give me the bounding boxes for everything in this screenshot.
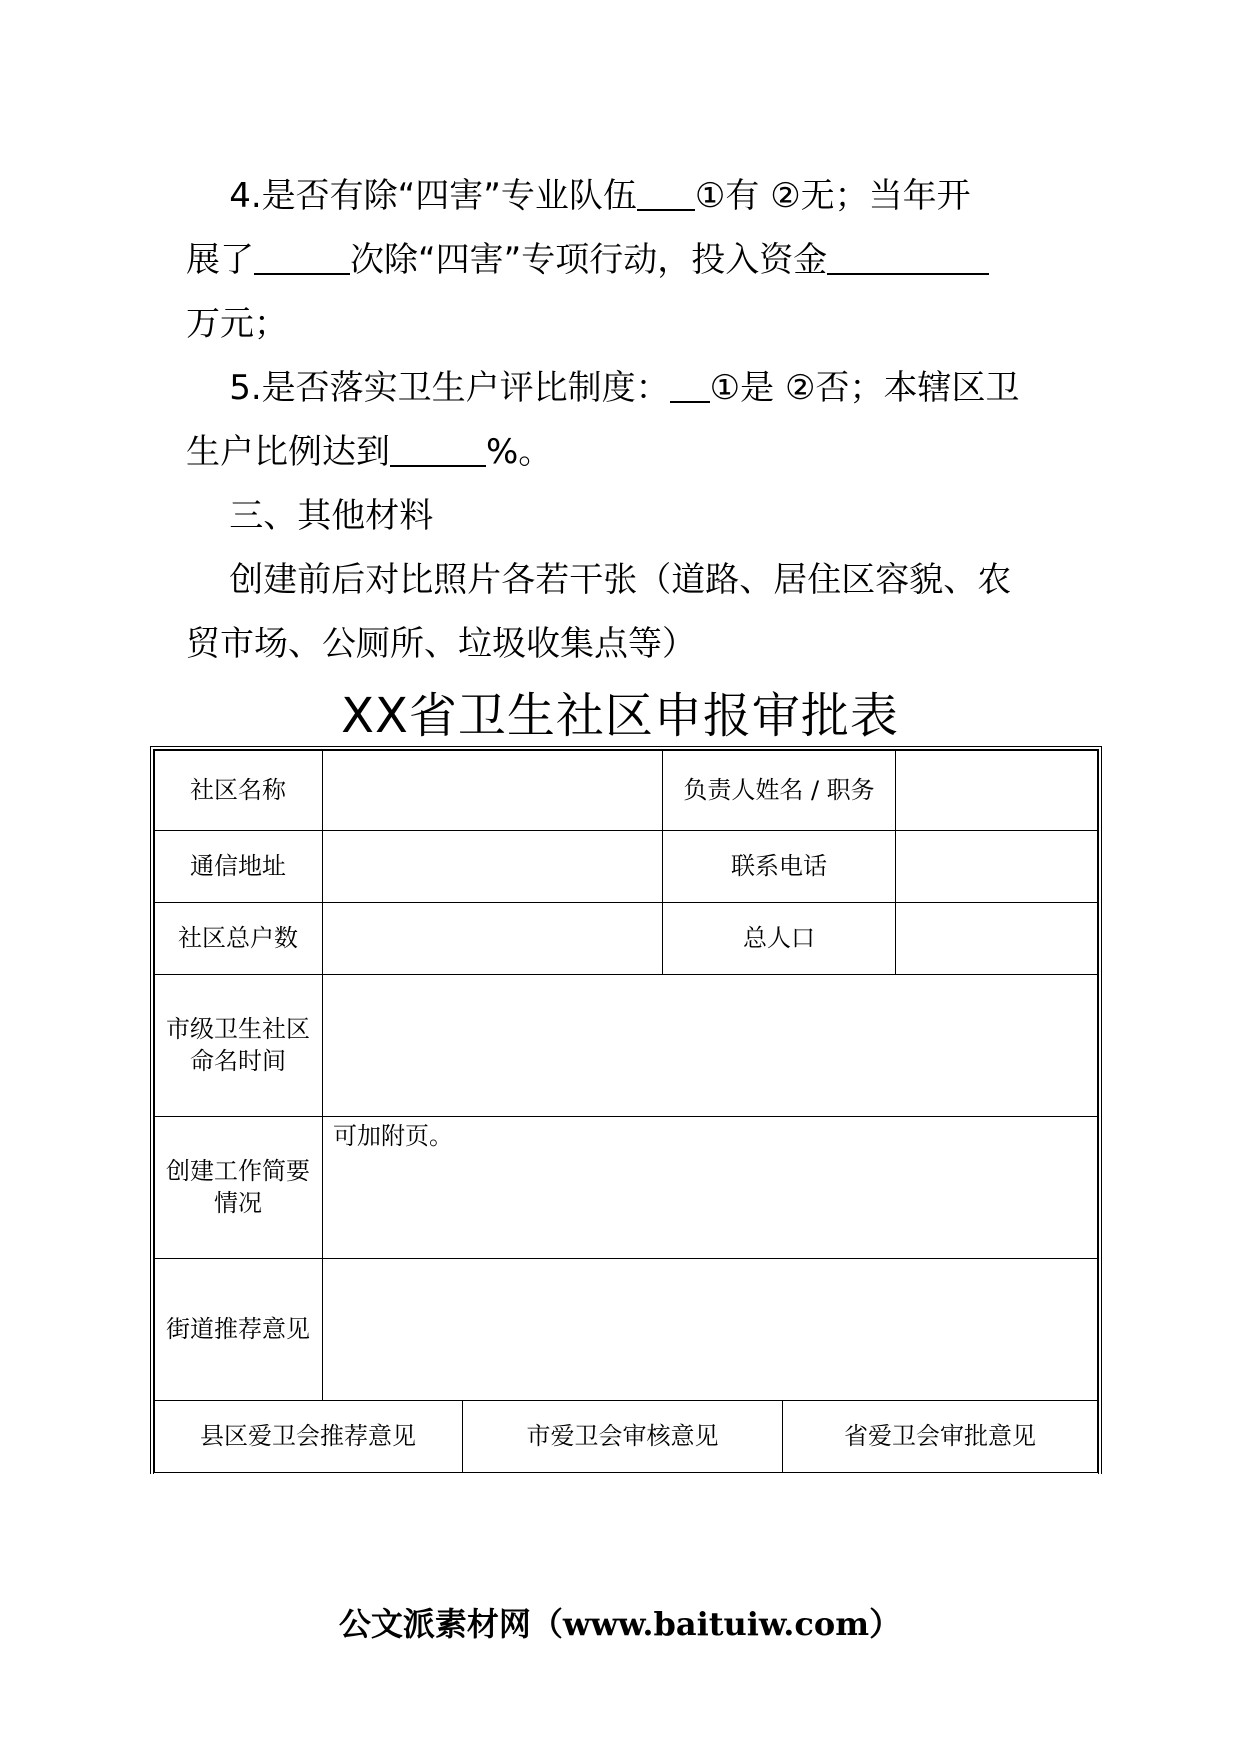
input-phone[interactable] (896, 830, 1097, 902)
label-street-opinion: 街道推荐意见 (166, 1315, 310, 1343)
label-work-summary: 创建工作简要情况 (166, 1157, 310, 1217)
paragraph-item-4-line1 (186, 164, 1056, 228)
input-street-opinion[interactable] (323, 1258, 1097, 1400)
label-county-opinion: 县区爱卫会推荐意见 (200, 1422, 416, 1450)
text: %。 (486, 432, 553, 472)
table-border-bottom (154, 1472, 1098, 1473)
label-address: 通信地址 (190, 852, 286, 880)
label-city-opinion: 市爱卫会审核意见 (526, 1422, 719, 1450)
form-title: XX省卫生社区申报审批表 (341, 688, 899, 744)
table-inner-right-border (1097, 750, 1098, 1472)
label-households: 社区总户数 (178, 924, 298, 952)
text: 展了 (186, 240, 254, 280)
photos-paragraph-line1: 创建前后对比照片各若干张（道路、居住区容貌、农 (186, 560, 1012, 600)
paragraph-item-4-line2 (186, 228, 1056, 292)
blank-line[interactable] (670, 367, 710, 403)
input-households[interactable] (323, 902, 662, 974)
blank-line[interactable] (390, 431, 486, 467)
label-phone: 联系电话 (731, 852, 827, 880)
input-community-name[interactable] (323, 750, 662, 830)
label-city-naming-time: 市级卫生社区命名时间 (166, 1015, 310, 1075)
blank-line[interactable] (254, 239, 350, 275)
input-population[interactable] (896, 902, 1097, 974)
input-address[interactable] (323, 830, 662, 902)
text: 生户比例达到 (186, 432, 390, 472)
paragraph-item-5-line1 (186, 356, 1056, 420)
text: 4.是否有除“四害”专业队伍 (186, 176, 637, 216)
input-city-naming-time[interactable] (323, 974, 1097, 1116)
label-community-name: 社区名称 (190, 776, 286, 804)
photos-paragraph-line2: 贸市场、公厕所、垃圾收集点等） (186, 624, 696, 664)
label-leader: 负责人姓名 / 职务 (683, 776, 875, 804)
section-heading-other-materials: 三、其他材料 (186, 496, 434, 536)
label-population: 总人口 (743, 924, 815, 952)
label-province-opinion: 省爱卫会审批意见 (844, 1422, 1036, 1450)
text: ①是 ②否；本辖区卫 (709, 368, 1020, 408)
blank-line[interactable] (827, 239, 989, 275)
blank-line[interactable] (637, 175, 695, 211)
input-leader[interactable] (896, 750, 1097, 830)
attach-note: 可加附页。 (333, 1122, 453, 1150)
footer-source: 公文派素材网（www.baituiw.com） (338, 1605, 902, 1643)
input-work-summary[interactable] (323, 1116, 1097, 1258)
text: 次除“四害”专项行动，投入资金 (350, 240, 828, 280)
paragraph-item-5-line2 (186, 420, 1056, 484)
text: ①有 ②无；当年开 (694, 176, 971, 216)
text: 5.是否落实卫生户评比制度： (186, 368, 670, 408)
paragraph-item-4-line3: 万元； (186, 304, 288, 344)
